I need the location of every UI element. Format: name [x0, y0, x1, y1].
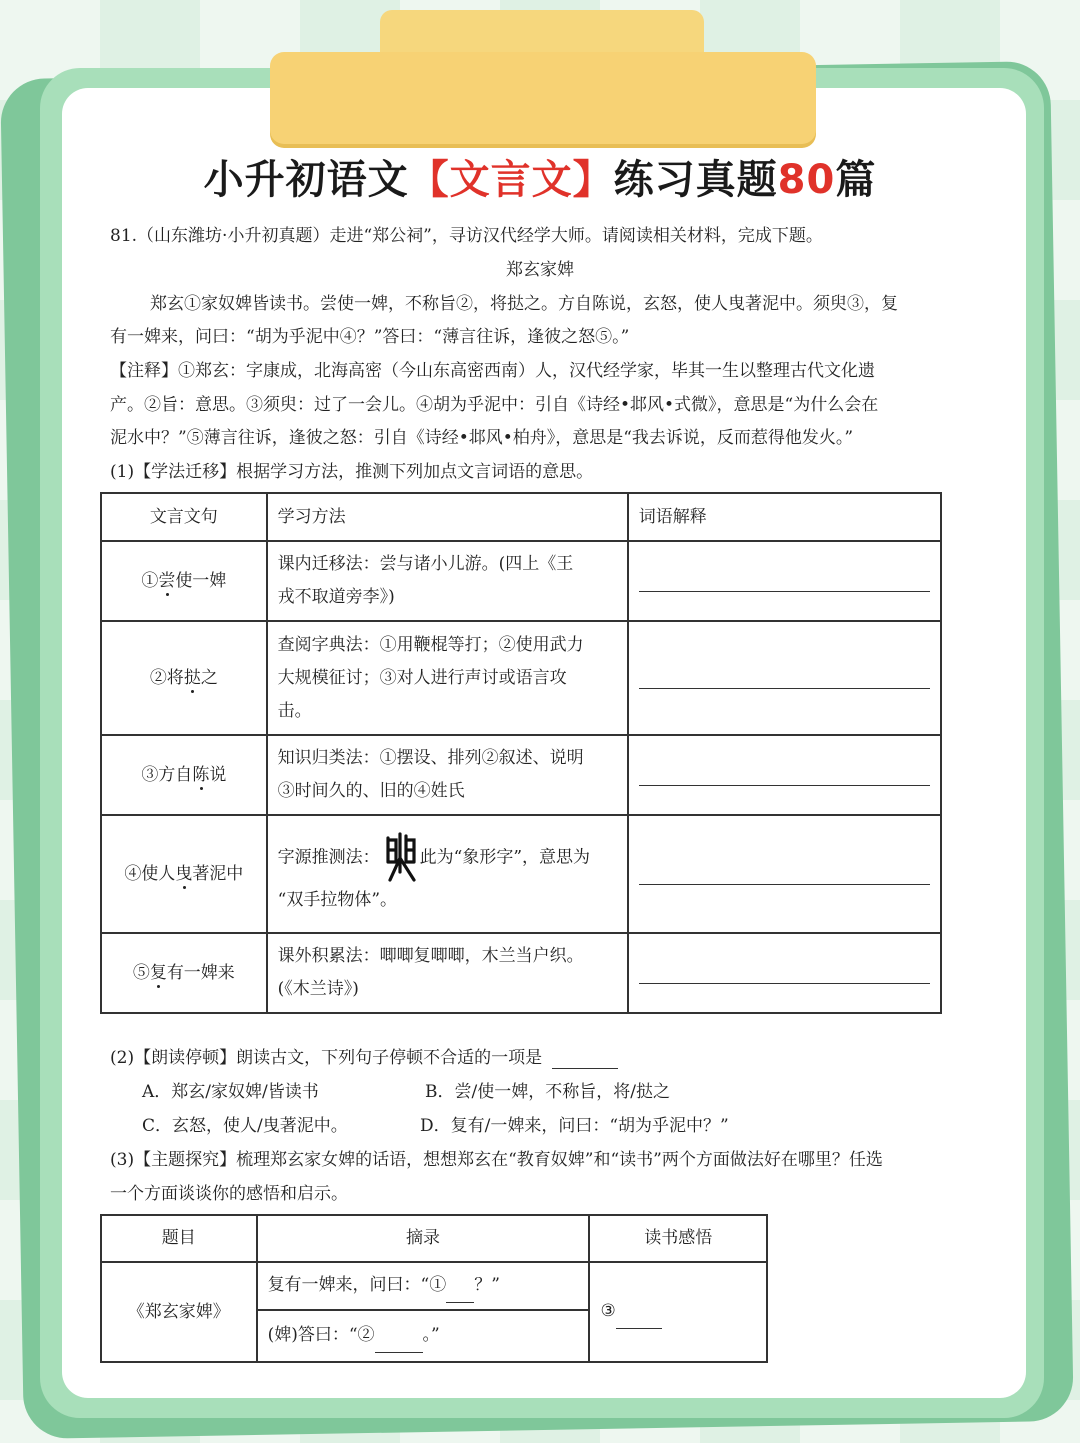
method-text: 查阅字典法：①用鞭棍等打；②使用武力 — [277, 634, 584, 655]
excerpt-cell — [257, 1310, 590, 1362]
title-suffix: 篇 — [835, 157, 877, 203]
excerpt-text: 。” — [422, 1325, 440, 1345]
passage-line-1: 郑玄①家奴婢皆读书。尝使一婢，不称旨②，将挞之。方自陈说，玄怒，使人曳著泥中。须臾③，复 — [150, 294, 898, 314]
dotted-word: 挞 — [183, 667, 201, 688]
part2-prompt-text: (2)【朗读停顿】朗读古文，下列句子停顿不合适的一项是 — [110, 1048, 543, 1068]
method-cell — [267, 933, 628, 1013]
table-header-row — [101, 493, 941, 541]
part3-prompt-line-1: (3)【主题探究】梳理郑玄家女婢的话语，想想郑玄在“教育奴婢”和“读书”两个方面做法好在哪里？任选 — [110, 1150, 883, 1170]
sentence-text: 之 — [200, 667, 218, 688]
part1-prompt: (1)【学法迁移】根据学习方法，推测下列加点文言词语的意思。 — [110, 462, 594, 482]
method-text: 击。 — [277, 700, 312, 721]
dotted-word: 复 — [149, 962, 167, 983]
header-title: 题目 — [101, 1215, 257, 1262]
sentence-text: 说 — [209, 764, 227, 785]
sentence-text: ②将 — [149, 667, 184, 688]
sentence-text: 著泥中 — [192, 863, 244, 884]
title-cell: 《郑玄家婢》 — [101, 1262, 257, 1362]
title-number: 80 — [777, 157, 836, 203]
excerpt-blank-1[interactable] — [446, 1269, 474, 1303]
sentence-text: ④使人 — [124, 863, 176, 884]
answer-line[interactable] — [639, 765, 930, 786]
sentence-cell — [101, 621, 267, 735]
method-text: 此为“象形字”，意思为 — [419, 847, 591, 867]
dotted-word: 尝 — [158, 570, 176, 591]
title-tab — [270, 52, 816, 144]
method-text: 课内迁移法：尝与诸小儿游。(四上《王 — [277, 554, 574, 574]
table-row — [101, 541, 941, 621]
table-row — [101, 1262, 767, 1310]
method-text: 戎不取道旁李》) — [277, 587, 395, 607]
method-table — [100, 492, 942, 1014]
header-method: 学习方法 — [267, 493, 628, 541]
sentence-cell — [101, 933, 267, 1013]
method-cell — [267, 621, 628, 735]
option-b[interactable]: B．尝/使一婢，不称旨，将/挞之 — [425, 1082, 670, 1102]
sentence-text: 有一婢来 — [166, 962, 235, 983]
sentence-text: ① — [141, 570, 159, 591]
excerpt-text: ？” — [474, 1275, 500, 1295]
sentence-cell — [101, 735, 267, 815]
question-intro: 81.（山东潍坊·小升初真题）走进“郑公祠”，寻访汉代经学大师。请阅读相关材料，完成下题。 — [110, 226, 823, 246]
sentence-text: ③方自 — [141, 764, 193, 785]
answer-line[interactable] — [639, 864, 930, 885]
header-feeling: 读书感悟 — [589, 1215, 767, 1262]
title-highlight: 【文言文】 — [408, 157, 614, 203]
part3-prompt-line-2: 一个方面谈谈你的感悟和启示。 — [110, 1184, 348, 1204]
passage-title: 郑玄家婢 — [506, 260, 574, 280]
answer-cell[interactable] — [628, 933, 941, 1013]
sentence-text: ⑤ — [132, 962, 150, 983]
passage-line-2: 有一婢来，问曰：“胡为乎泥中④？”答曰：“薄言往诉，逢彼之怒⑤。” — [110, 327, 630, 347]
sentence-text: 使一婢 — [175, 570, 227, 591]
sentence-cell — [101, 541, 267, 621]
header-sentence: 文言文句 — [101, 493, 267, 541]
excerpt-text: (婢)答曰：“② — [267, 1325, 375, 1345]
method-text: 字源推测法： — [277, 847, 380, 867]
method-text: “双手拉物体”。 — [277, 889, 398, 910]
answer-line[interactable] — [639, 668, 930, 689]
page-title — [0, 148, 1080, 205]
option-d[interactable]: D．复有/一婢来，问曰：“胡为乎泥中？” — [420, 1116, 729, 1136]
excerpt-blank-2[interactable] — [375, 1319, 423, 1353]
excerpt-text: 复有一婢来，问曰：“① — [267, 1275, 447, 1295]
sentence-cell — [101, 815, 267, 933]
method-cell — [267, 815, 628, 933]
table-row — [101, 815, 941, 933]
method-line — [278, 832, 617, 884]
answer-line[interactable] — [639, 963, 930, 984]
option-c[interactable]: C．玄怒，使人/曳著泥中。 — [142, 1116, 348, 1136]
method-cell — [267, 735, 628, 815]
table-row — [101, 735, 941, 815]
note-line-1: 【注释】①郑玄：字康成，北海高密（今山东高密西南）人，汉代经学家，毕其一生以整理古代文化遗 — [110, 361, 875, 381]
table-header-row — [101, 1215, 767, 1262]
answer-cell[interactable] — [628, 735, 941, 815]
title-middle: 练习真题 — [613, 157, 778, 203]
method-text: ③时间久的、旧的④姓氏 — [277, 781, 465, 801]
part2-prompt — [110, 1048, 618, 1069]
header-excerpt: 摘录 — [257, 1215, 590, 1262]
method-text: (《木兰诗》) — [277, 979, 359, 999]
excerpt-cell — [257, 1262, 590, 1310]
note-line-2: 产。②旨：意思。③须臾：过了一会儿。④胡为乎泥中：引自《诗经•邶风•式微》，意思是“为什么会在 — [110, 395, 879, 415]
header-explanation: 词语解释 — [628, 493, 941, 541]
method-text: 知识归类法：①摆设、排列②叙述、说明 — [277, 748, 584, 768]
feeling-cell — [589, 1262, 767, 1362]
reflection-table — [100, 1214, 768, 1363]
title-prefix: 小升初语文 — [203, 157, 409, 203]
table-row — [101, 933, 941, 1013]
part2-answer-blank[interactable] — [552, 1048, 618, 1069]
note-line-3: 泥水中？”⑤薄言往诉，逢彼之怒：引自《诗经•邶风•柏舟》，意思是“我去诉说，反而惹得他发火。” — [110, 428, 854, 448]
method-text: 大规模征讨；③对人进行声讨或语言攻 — [277, 667, 567, 688]
dotted-word: 曳 — [175, 863, 193, 884]
feeling-blank[interactable] — [616, 1295, 662, 1329]
feeling-label: ③ — [600, 1301, 616, 1321]
answer-cell[interactable] — [628, 815, 941, 933]
method-text: 课外积累法：唧唧复唧唧，木兰当户织。 — [277, 946, 584, 966]
table-row — [101, 621, 941, 735]
answer-cell[interactable] — [628, 621, 941, 735]
dotted-word: 陈 — [192, 764, 210, 785]
ancient-glyph-icon — [380, 832, 420, 884]
answer-cell[interactable] — [628, 541, 941, 621]
option-a[interactable]: A．郑玄/家奴婢/皆读书 — [142, 1082, 319, 1102]
answer-line[interactable] — [639, 571, 930, 592]
method-cell — [267, 541, 628, 621]
